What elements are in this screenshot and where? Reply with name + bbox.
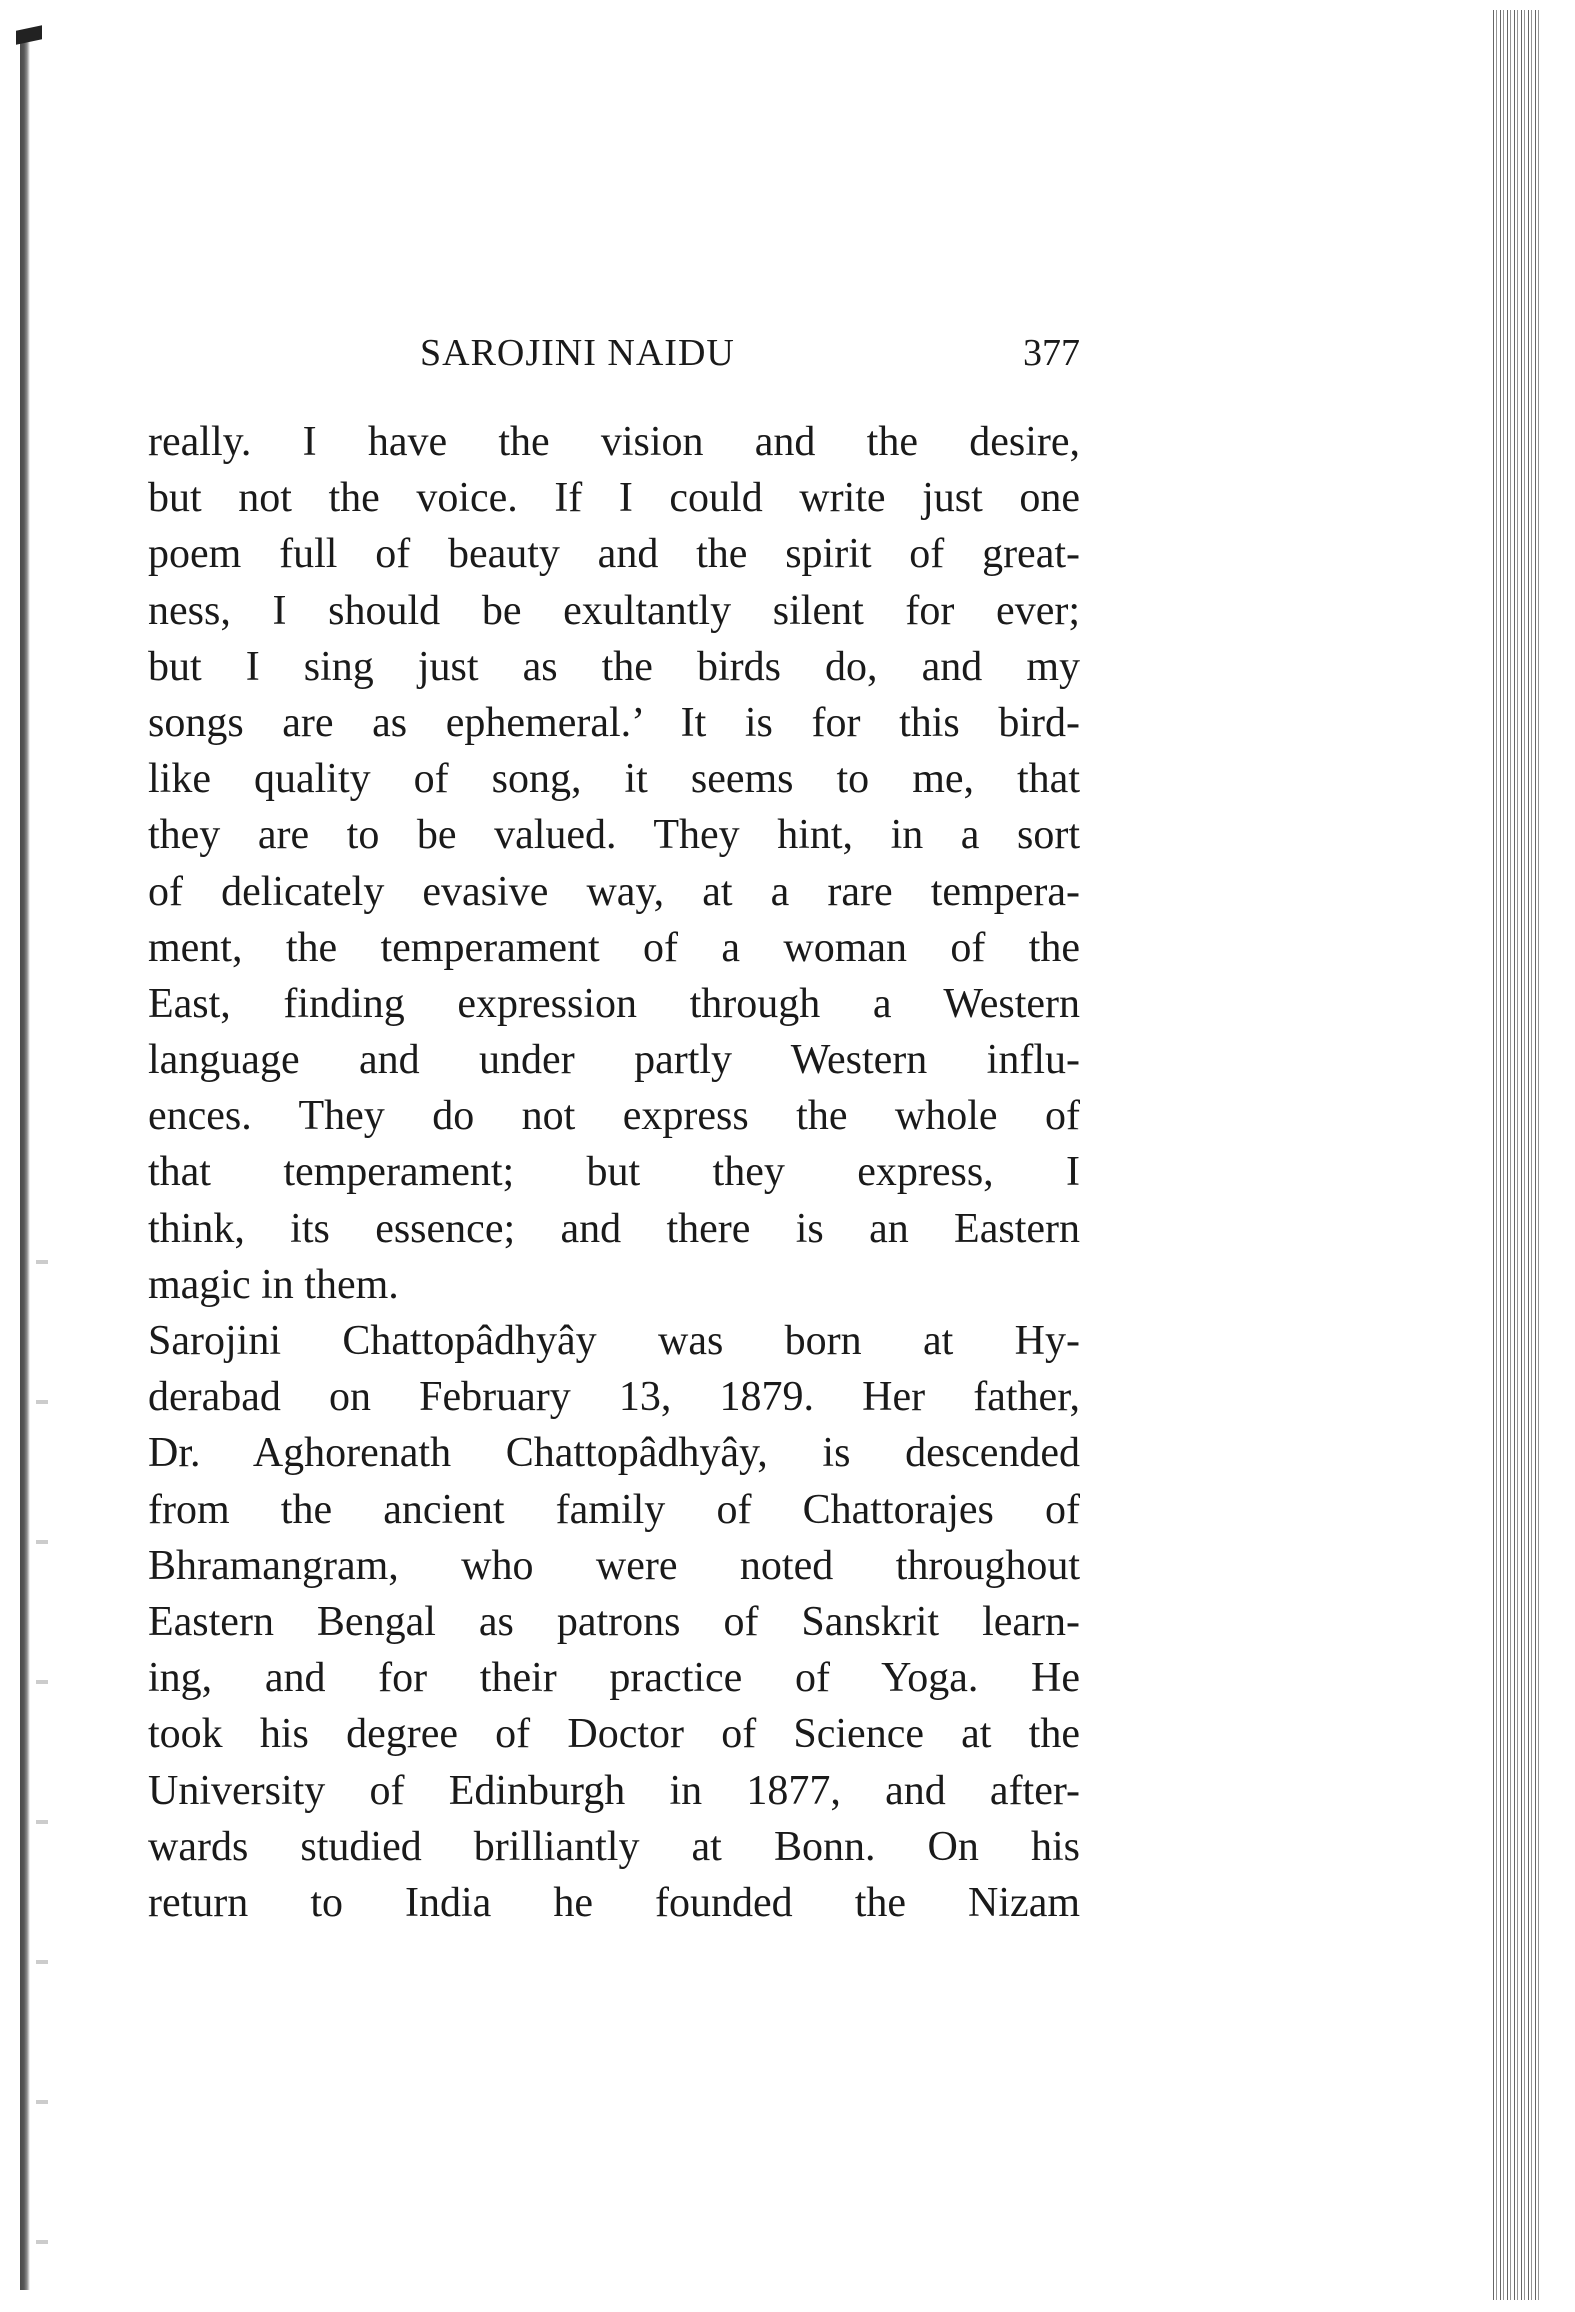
scan-specks	[36, 1200, 48, 2280]
text-line: of delicately evasive way, at a rare tempera-	[148, 868, 1080, 915]
text-line: they are to be valued. They hint, in a sort	[148, 812, 1080, 859]
body-text	[148, 414, 1080, 1931]
paragraph-first-line: Sarojini Chattopâdhyây was born at Hy-	[148, 1318, 1080, 1364]
page-right-edge-lines	[1492, 10, 1540, 2300]
text-line: ing, and for their practice of Yoga. He	[148, 1655, 1080, 1702]
text-line: but I sing just as the birds do, and my	[148, 643, 1080, 690]
text-line: ment, the temperament of a woman of the	[148, 924, 1080, 971]
page-number: 377	[1023, 332, 1080, 374]
text-line: from the ancient family of Chattorajes of	[148, 1486, 1080, 1533]
text-line: ences. They do not express the whole of	[148, 1093, 1080, 1140]
page-corner-mark	[16, 25, 42, 45]
text-line: Eastern Bengal as patrons of Sanskrit learn-	[148, 1598, 1080, 1645]
text-line: return to India he founded the Nizam	[148, 1879, 1080, 1926]
text-line: poem full of beauty and the spirit of great-	[148, 531, 1080, 578]
text-line: think, its essence; and there is an Eastern	[148, 1205, 1080, 1252]
text-line: songs are as ephemeral.’ It is for this bird-	[148, 699, 1080, 746]
text-line: derabad on February 13, 1879. Her father,	[148, 1374, 1080, 1421]
text-line: that temperament; but they express, I	[148, 1149, 1080, 1196]
text-line: Dr. Aghorenath Chattopâdhyây, is descended	[148, 1430, 1080, 1477]
text-line: took his degree of Doctor of Science at the	[148, 1711, 1080, 1758]
text-line: Bhramangram, who were noted throughout	[148, 1542, 1080, 1589]
text-line: really. I have the vision and the desire,	[148, 419, 1080, 465]
running-head-title: SAROJINI NAIDU	[420, 332, 735, 374]
page-left-edge-shadow	[20, 30, 30, 2290]
paragraph-last-line: magic in them.	[148, 1261, 399, 1308]
text-line: but not the voice. If I could write just one	[148, 475, 1080, 522]
running-head	[148, 328, 1080, 378]
text-line: East, finding expression through a Western	[148, 980, 1080, 1027]
text-line: like quality of song, it seems to me, that	[148, 756, 1080, 803]
text-line: University of Edinburgh in 1877, and after-	[148, 1767, 1080, 1814]
text-line: wards studied brilliantly at Bonn. On his	[148, 1823, 1080, 1870]
text-line: language and under partly Western influ-	[148, 1037, 1080, 1084]
text-line: ness, I should be exultantly silent for ever;	[148, 587, 1080, 634]
